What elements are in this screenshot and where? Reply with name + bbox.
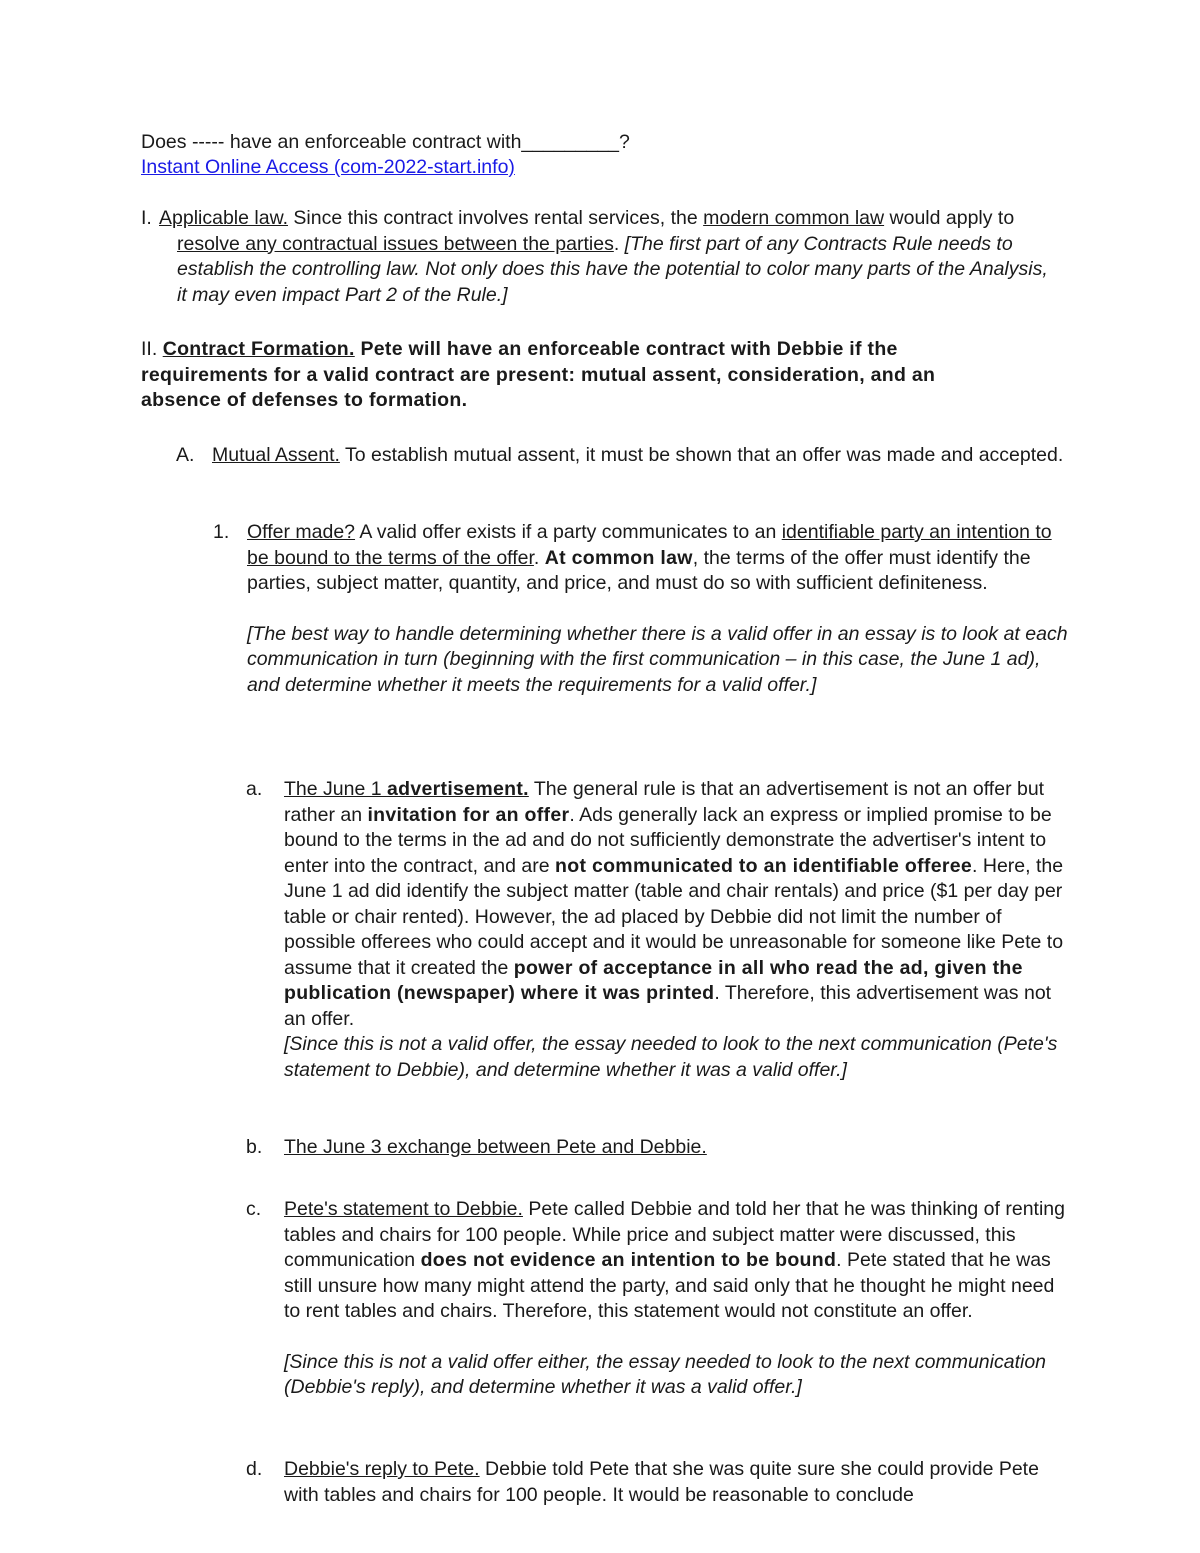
subitem-heading: The June 3 exchange between Pete and Debbie.: [284, 1136, 707, 1158]
item-number: 1.: [213, 521, 230, 543]
section-number: I.: [141, 207, 152, 229]
body-text: would apply to: [884, 207, 1015, 229]
body-text: A valid offer exists if a party communicates to an: [355, 521, 782, 543]
section-applicable-law: [141, 206, 1061, 308]
item-offer-made: [213, 520, 1073, 698]
italic-note: [Since this is not a valid offer, the essay needed to look to the next communication (Pete's statement to Debbie), and determine whether it was a valid offer.]: [284, 1033, 1058, 1081]
bold-text: does not evidence an intention to be bound: [420, 1249, 837, 1271]
subitem-heading: Debbie's reply to Pete.: [284, 1458, 480, 1480]
subitem-letter: c.: [246, 1198, 262, 1220]
subsection-number: A.: [176, 444, 195, 466]
body-text: Since this contract involves rental services, the: [288, 207, 704, 229]
subitem-advertisement: [246, 777, 1072, 1083]
body-text: . Here, the June 1 ad did identify the subject matter (table and chair rentals) and price ($1 per day per table or chair rented). However, the ad placed by Debbie did not limit the number of possible offerees who could accept and it would be unreasonable for someone like Pete to assume that it created the: [284, 854, 1064, 979]
instant-access-link[interactable]: Instant Online Access (com-2022-start.info): [141, 156, 515, 178]
subitem-heading: Pete's statement to Debbie.: [284, 1198, 523, 1220]
body-text: Debbie told Pete that she was quite sure she could provide Pete with tables and chairs for 100 people. It would be reasonable to conclude: [284, 1458, 1039, 1506]
italic-note: [The best way to handle determining whether there is a valid offer in an essay is to look at each communication in turn (beginning with the first communication – in this case, the June 1 ad), and determine whether it meets the requirements for a valid offer.]: [247, 622, 1068, 696]
subitem-letter: d.: [246, 1458, 263, 1480]
body-text: . Pete stated that he was still unsure how many might attend the party, and said only that he thought he might need to rent tables and chairs. Therefore, this statement would not constitute an offer.: [284, 1249, 1055, 1322]
body-text: The general rule is that an advertisement is not an offer but rather an: [284, 778, 1045, 826]
section-heading: Applicable law.: [159, 207, 288, 229]
body-text: . Ads generally lack an express or implied promise to be bound to the terms in the ad and do not sufficiently demonstrate the advertiser's intent to enter into the contract, and are: [284, 803, 1052, 877]
subsection-mutual-assent: [176, 443, 1076, 469]
italic-note: [Since this is not a valid offer either, the essay needed to look to the next communication (Debbie's reply), and determine whether it was a valid offer.]: [284, 1350, 1047, 1398]
item-heading: Offer made?: [247, 521, 356, 543]
underlined-text: identifiable party an intention to be bound to the terms of the offer: [247, 521, 1052, 569]
bold-text: At common law: [544, 546, 693, 569]
bold-text: power of acceptance in all who read the ad, given the publication (newspaper) where it was printed: [284, 956, 1023, 1004]
bold-text: not communicated to an identifiable offeree: [555, 854, 973, 877]
section-number: II.: [141, 338, 158, 360]
section-text: Pete will have an enforceable contract with Debbie if the requirements for a valid contract are present: mutual assent, consideration, and an absence of defenses to formation.: [141, 338, 936, 411]
italic-note: [The first part of any Contracts Rule needs to establish the controlling law. Not only does this have the potential to color many parts of the Analysis, it may even impact Part 2 of the Rule.]: [177, 232, 1048, 306]
subsection-heading: Mutual Assent.: [212, 444, 340, 466]
underlined-text: resolve any contractual issues between the parties: [177, 232, 614, 255]
body-text: To establish mutual assent, it must be shown that an offer was made and accepted.: [339, 444, 1064, 466]
section-heading: Contract Formation.: [162, 338, 355, 360]
subitem-petes-statement: [246, 1197, 1072, 1401]
subitem-june3-exchange: [246, 1135, 1072, 1161]
link-line: [141, 155, 1141, 181]
subitem-letter: a.: [246, 778, 263, 800]
body-text: .: [613, 232, 625, 255]
body-text: , the terms of the offer must identify the parties, subject matter, quantity, and price, and must do so with sufficient definiteness.: [247, 546, 1031, 594]
body-text: Pete called Debbie and told her that he was thinking of renting tables and chairs for 100 people. While price and subject matter were discussed, this communication: [284, 1198, 1065, 1271]
subitem-letter: b.: [246, 1136, 263, 1158]
question-line: [141, 130, 1141, 156]
subitem-debbies-reply: [246, 1457, 1072, 1508]
subitem-heading: The June 1: [284, 778, 387, 800]
bold-text: invitation for an offer: [367, 803, 570, 826]
question-text: Does ----- have an enforceable contract with_________?: [141, 131, 630, 153]
section-contract-formation: [141, 337, 1021, 414]
body-text: .: [533, 546, 545, 569]
body-text: . Therefore, this advertisement was not an offer.: [284, 982, 1052, 1030]
subitem-heading-bold: advertisement.: [386, 778, 529, 800]
underlined-text: modern common law: [703, 207, 885, 229]
